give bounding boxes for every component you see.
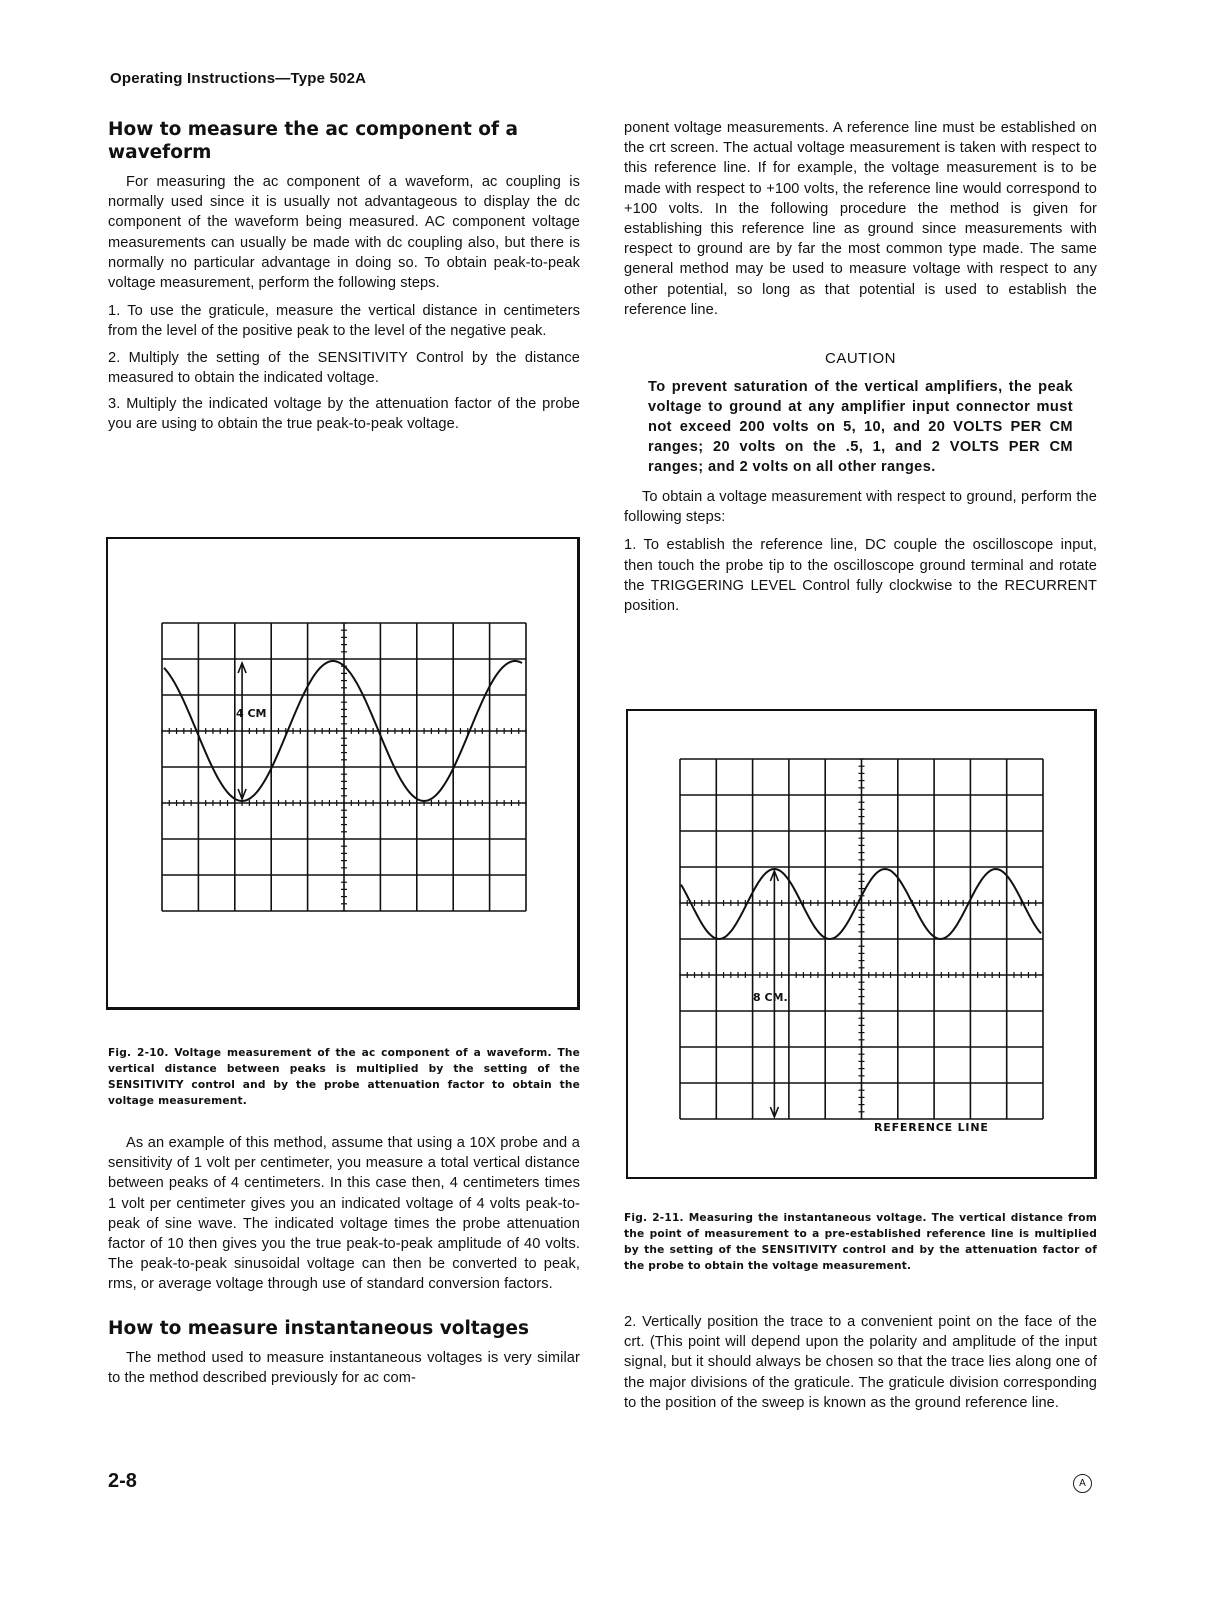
figure-2-10 bbox=[106, 537, 580, 1010]
page-header: Operating Instructions—Type 502A bbox=[110, 70, 367, 87]
instantaneous-paragraph: The method used to measure instantaneous voltages is very similar to the method described previously for ac com- bbox=[108, 1349, 580, 1386]
right-column-lower bbox=[624, 1210, 1097, 1413]
ground-step-1: 1. To establish the reference line, DC couple the oscilloscope input, then touch the probe tip to the oscilloscope ground terminal and rotate the TRIGGERING LEVEL Control fully clockwise to the RECURRENT position. bbox=[624, 537, 1097, 615]
heading-ac-component: How to measure the ac component of a waveform bbox=[108, 119, 518, 163]
heading-instantaneous: How to measure instantaneous voltages bbox=[108, 1317, 529, 1339]
fig10-caption: Fig. 2-10. Voltage measurement of the ac component of a waveform. The vertical distance between peaks is multiplied by the setting of the SENSITIVITY control and by the probe attenuation factor to obtain the voltage measurement. bbox=[108, 1047, 580, 1107]
caution-title: CAUTION bbox=[825, 350, 896, 368]
continued-paragraph: ponent voltage measurements. A reference line must be established on the crt screen. The actual voltage measurement is taken with respect to this reference line. If for example, the voltage measurement is to be made with respect to +100 volts, the reference line would correspond to +100 volts. In the following procedure the method is given for establishing this reference line as ground since measurements with respect to ground are by far the most common type made. The same general method may be used to measure voltage with respect to any other potential, so long as that potential is used to establish the reference line. bbox=[624, 120, 1097, 318]
example-paragraph: As an example of this method, assume that using a 10X probe and a sensitivity of 1 volt per centimeter, you measure a total vertical distance between peaks of 4 centimeters. In this case then, 4 centimeters times 1 volt per centimeter gives you an indicated voltage of 4 volts peak-to-peak of sine wave. The indicated voltage times the probe attenuation factor of 10 then gives you the true peak-to-peak amplitude of 40 volts. The peak-to-peak sinusoidal voltage can then be converted to peak, rms, or average voltage through use of standard conversion factors. bbox=[108, 1135, 580, 1293]
left-column bbox=[108, 118, 580, 434]
ac-intro-paragraph: For measuring the ac component of a waveform, ac coupling is normally used since it is usually not advantageous to display the dc component of the waveform being measured. AC component voltage measurements can usually be made with dc coupling also, but there is normally no particular advantage in doing so. To obtain peak-to-peak voltage measurement, perform the following steps. bbox=[108, 174, 580, 292]
ac-step-2: 2. Multiply the setting of the SENSITIVITY Control by the distance measured to obtain the indicated voltage. bbox=[108, 349, 580, 386]
ac-step-3: 3. Multiply the indicated voltage by the attenuation factor of the probe you are using to obtain the true peak-to-peak voltage. bbox=[108, 396, 580, 433]
right-column bbox=[624, 118, 1097, 616]
fig10-graticule bbox=[108, 539, 578, 1007]
ground-step-2: 2. Vertically position the trace to a convenient point on the face of the crt. (This point will depend upon the polarity and amplitude of the input signal, but it should always be chosen so that the trace lies along one of the major divisions of the graticule. The graticule division corresponding to the position of the sweep is known as the ground reference line. bbox=[624, 1314, 1097, 1411]
revision-mark: A bbox=[1073, 1474, 1092, 1493]
fig11-reference-label: REFERENCE LINE bbox=[874, 1121, 989, 1134]
ac-step-1: 1. To use the graticule, measure the vertical distance in centimeters from the level of the positive peak to the level of the negative peak. bbox=[108, 303, 580, 340]
fig11-8cm-label: 8 CM. bbox=[753, 991, 788, 1004]
caution-text: To prevent saturation of the vertical amplifiers, the peak voltage to ground at any amplifier input connector must not exceed 200 volts on 5, 10, and 20 VOLTS PER CM ranges; 20 volts on the .5, 1, and 2 VOLTS PER CM ranges; and 2 volts on all other ranges. bbox=[648, 379, 1073, 476]
left-column-lower bbox=[108, 1045, 580, 1388]
fig11-caption: Fig. 2-11. Measuring the instantaneous voltage. The vertical distance from the point of measurement to a pre-established reference line is multiplied by the setting of the SENSITIVITY control and by the attenuation factor of the probe to obtain the voltage measurement. bbox=[624, 1212, 1097, 1272]
figure-2-11 bbox=[626, 709, 1097, 1179]
fig10-4cm-label: 4 CM bbox=[236, 707, 267, 720]
page-number: 2-8 bbox=[108, 1470, 137, 1492]
obtain-paragraph: To obtain a voltage measurement with respect to ground, perform the following steps: bbox=[624, 489, 1097, 526]
fig11-graticule bbox=[628, 711, 1095, 1177]
